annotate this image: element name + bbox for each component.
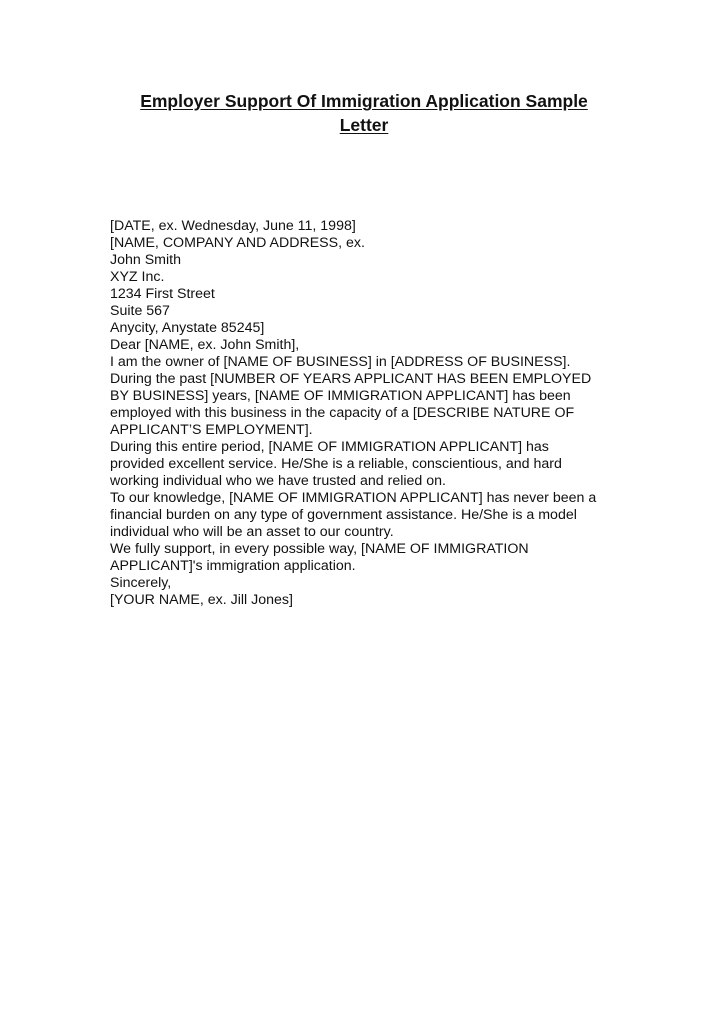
letter-body xyxy=(110,218,630,609)
recipient-address xyxy=(110,235,630,337)
recipient-line: 1234 First Street xyxy=(110,286,215,302)
paragraph-line: working individual who we have trusted and relied on. xyxy=(110,473,446,489)
paragraph-line: I am the owner of [NAME OF BUSINESS] in [ADDRESS OF BUSINESS]. xyxy=(110,354,571,370)
paragraph-line: APPLICANT’S EMPLOYMENT]. xyxy=(110,422,313,438)
paragraph-line: APPLICANT]'s immigration application. xyxy=(110,558,356,574)
paragraph-line: BY BUSINESS] years, [NAME OF IMMIGRATION APPLICANT] has been xyxy=(110,388,571,404)
signature: [YOUR NAME, ex. Jill Jones] xyxy=(110,592,293,608)
document-title xyxy=(100,89,628,137)
paragraph-line: We fully support, in every possible way, [NAME OF IMMIGRATION xyxy=(110,541,529,557)
paragraph-line: During this entire period, [NAME OF IMMIGRATION APPLICANT] has xyxy=(110,439,549,455)
document-title-line-2: Letter xyxy=(339,115,389,135)
recipient-line: XYZ Inc. xyxy=(110,269,165,285)
paragraph-line: individual who will be an asset to our country. xyxy=(110,524,394,540)
salutation: Dear [NAME, ex. John Smith], xyxy=(110,337,300,353)
paragraph-line: provided excellent service. He/She is a reliable, conscientious, and hard xyxy=(110,456,562,472)
recipient-line: [NAME, COMPANY AND ADDRESS, ex. xyxy=(110,235,365,251)
paragraph-line: During the past [NUMBER OF YEARS APPLICANT HAS BEEN EMPLOYED xyxy=(110,371,592,387)
document-title-line-1: Employer Support Of Immigration Application Sample xyxy=(140,91,588,111)
recipient-line: Anycity, Anystate 85245] xyxy=(110,320,265,336)
paragraph-owner xyxy=(110,354,630,439)
paragraph-line: employed with this business in the capacity of a [DESCRIBE NATURE OF xyxy=(110,405,575,421)
letter-date: [DATE, ex. Wednesday, June 11, 1998] xyxy=(110,218,356,234)
recipient-line: John Smith xyxy=(110,252,181,268)
paragraph-knowledge xyxy=(110,490,630,541)
closing: Sincerely, xyxy=(110,575,172,591)
paragraph-service xyxy=(110,439,630,490)
paragraph-line: To our knowledge, [NAME OF IMMIGRATION APPLICANT] has never been a xyxy=(110,490,597,506)
paragraph-line: financial burden on any type of government assistance. He/She is a model xyxy=(110,507,577,523)
paragraph-support xyxy=(110,541,630,575)
recipient-line: Suite 567 xyxy=(110,303,170,319)
